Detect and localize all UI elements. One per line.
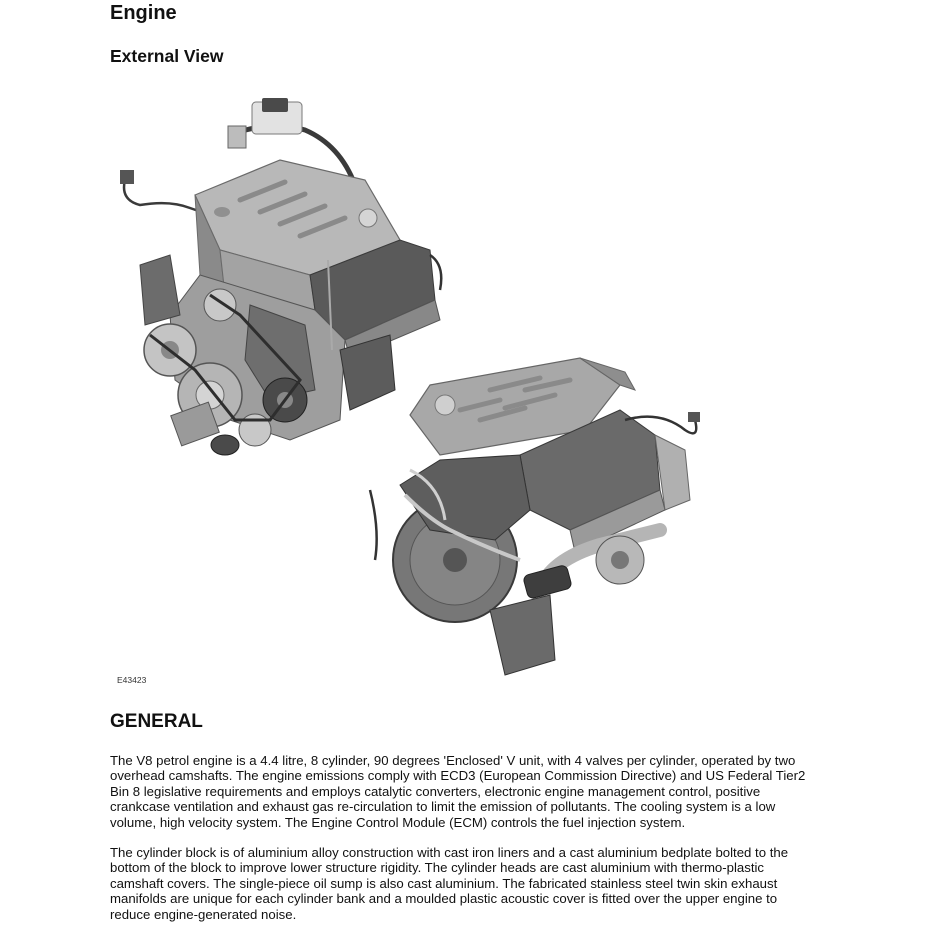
page-title: Engine bbox=[110, 2, 177, 24]
figure-id-label: E43423 bbox=[117, 675, 147, 685]
paragraph-line: overhead camshafts. The engine emissions comply with ECD3 (European Commission Directive) and US Federal Tier2 bbox=[110, 768, 806, 784]
paragraph-cylinder-block bbox=[110, 845, 788, 922]
paragraph-line: manifolds are unique for each cylinder bank and a moulded plastic acoustic cover is fitted over the upper engine to bbox=[110, 891, 778, 907]
paragraph-line: The V8 petrol engine is a 4.4 litre, 8 cylinder, 90 degrees 'Enclosed' V unit, with 4 valves per cylinder, operated by two bbox=[110, 753, 796, 768]
paragraph-line: The cylinder block is of aluminium alloy construction with cast iron liners and a cast aluminium bedplate bolted to the bbox=[110, 845, 789, 860]
paragraph-line: crankcase ventilation and exhaust gas re-circulation to limit the emission of pollutants. The cooling system is a low bbox=[110, 799, 776, 815]
engine-illustration bbox=[100, 90, 740, 690]
section-heading-general: GENERAL bbox=[110, 711, 203, 732]
paragraph-line: bottom of the block to improve lower structure rigidity. The cylinder heads are cast aluminium with thermo-plastic bbox=[110, 860, 765, 876]
paragraph-line: reduce engine-generated noise. bbox=[110, 906, 297, 922]
paragraph-line: Bin 8 legislative requirements and employs catalytic converters, electronic engine management control, positive bbox=[110, 783, 761, 799]
paragraph-line: camshaft covers. The single-piece oil sump is also cast aluminium. The fabricated stainless steel twin skin exhaust bbox=[110, 875, 778, 891]
engine-front-view-image bbox=[120, 98, 441, 455]
engine-rear-view-image bbox=[370, 358, 700, 675]
section-subtitle-external-view: External View bbox=[110, 46, 224, 66]
paragraph-engine-overview bbox=[110, 753, 805, 830]
paragraph-line: volume, high velocity system. The Engine Control Module (ECM) controls the fuel injection system. bbox=[110, 814, 686, 830]
